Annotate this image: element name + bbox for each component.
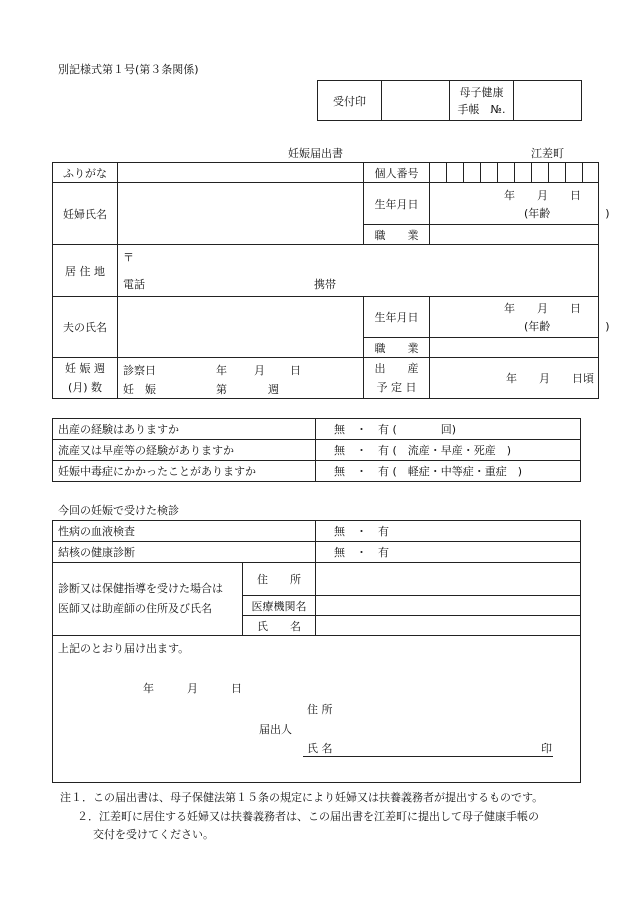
otto-shimei-field[interactable] [118, 297, 364, 358]
ninpu-birthdate-ymd: 年 月 日 [504, 189, 581, 202]
town-name: 江差町 [531, 147, 564, 160]
kojin-bango-digit[interactable] [583, 163, 599, 183]
ninshin-shusu-label [53, 358, 118, 399]
exam-label: 性病の血液検査 [53, 521, 316, 542]
ninpu-shimei-label: 妊婦氏名 [53, 183, 118, 245]
declaration-area [53, 636, 581, 783]
otto-shokugyo-field[interactable] [430, 338, 599, 358]
kojin-bango-label: 個人番号 [364, 163, 430, 183]
kojin-bango-digit[interactable] [447, 163, 464, 183]
reception-stamp-field[interactable] [382, 81, 450, 121]
otto-birthdate-ymd: 年 月 日 [504, 302, 581, 315]
doctor-info-label [53, 563, 243, 636]
note-2-line1: ２．江差町に居住する妊婦又は扶養義務者は、この届出書を江差町に提出して母子健康手帳の [77, 810, 539, 823]
ninshin-shu-label-1: 妊 娠 週 [65, 362, 105, 375]
doctor-shimei-field[interactable] [316, 616, 581, 636]
kyojuchi-field[interactable] [118, 245, 599, 297]
experience-question: 妊娠中毒症にかかったことがありますか [53, 461, 316, 482]
kojin-bango-digit[interactable] [481, 163, 498, 183]
kojin-bango-digit[interactable] [464, 163, 481, 183]
doctor-jusho-field[interactable] [316, 563, 581, 596]
otto-shokugyo-label: 職 業 [364, 338, 430, 358]
experience-answer[interactable]: 無 ・ 有 ( 流産・早産・死産 ) [316, 440, 581, 461]
kojin-bango-digit[interactable] [566, 163, 583, 183]
techo-number-field[interactable] [514, 81, 582, 121]
exam-label: 結核の健康診断 [53, 542, 316, 563]
ninpu-shokugyo-field[interactable] [430, 225, 599, 245]
denwa-label: 電話 [123, 278, 145, 291]
signature-line[interactable] [303, 756, 553, 757]
declarant-jusho-label: 住 所 [307, 703, 333, 716]
iryokikan-label: 医療機関名 [243, 596, 316, 616]
otto-age: (年齢 ) [524, 320, 610, 333]
shinsatsubi-label: 診察日 [123, 364, 156, 377]
experience-question: 流産又は早産等の経験がありますか [53, 440, 316, 461]
declarant-shimei-label: 氏 名 [307, 742, 333, 755]
declaration-text: 上記のとおり届け出ます。 [58, 642, 190, 655]
todokedenin-label: 届出人 [259, 723, 292, 736]
techo-label-line2: 手帳 №. [457, 102, 506, 116]
ninshin-shu-label-2: (月) 数 [67, 381, 103, 394]
iryokikan-field[interactable] [316, 596, 581, 616]
ninpu-seinengappi-field[interactable] [430, 183, 610, 225]
ninpu-shimei-field[interactable] [118, 183, 364, 245]
experience-table [52, 418, 581, 482]
techo-number-label [450, 81, 514, 121]
note-1: 注１．この届出書は、母子保健法第１５条の規定により妊婦又は扶養義務者が提出するものです。 [60, 791, 544, 804]
exam-answer[interactable]: 無 ・ 有 [316, 521, 581, 542]
doctor-info-line1: 診断又は保健指導を受けた場合は [58, 582, 223, 595]
page-title: 妊娠届出書 [288, 147, 343, 160]
form-identifier: 別記様式第１号(第３条関係) [58, 63, 199, 76]
experience-answer[interactable]: 無 ・ 有 ( 回) [316, 419, 581, 440]
ninpu-age: (年齢 ) [524, 207, 610, 220]
shussan-yoteibi-label [364, 358, 430, 399]
experience-question: 出産の経験はありますか [53, 419, 316, 440]
note-2-line2: 交付を受けてください。 [93, 828, 214, 841]
experience-answer[interactable]: 無 ・ 有 ( 軽症・中等症・重症 ) [316, 461, 581, 482]
otto-seinengappi-label: 生年月日 [364, 297, 430, 338]
techo-label-line1: 母子健康 [459, 85, 504, 99]
ninpu-seinengappi-label: 生年月日 [364, 183, 430, 225]
kojin-bango-digit[interactable] [532, 163, 549, 183]
ninpu-shokugyo-label: 職 業 [364, 225, 430, 245]
ninshin-label: 妊 娠 [123, 383, 156, 396]
exam-table [52, 520, 581, 783]
declaration-date[interactable]: 年 月 日 [143, 682, 242, 695]
otto-seinengappi-field[interactable] [430, 297, 610, 338]
ninshin-shusu-field[interactable] [118, 358, 364, 399]
otto-shimei-label: 夫の氏名 [53, 297, 118, 358]
reception-box [317, 80, 582, 121]
kojin-bango-digit[interactable] [515, 163, 532, 183]
exam-heading: 今回の妊娠で受けた検診 [58, 504, 179, 517]
shinsatsubi-day: 日 [290, 364, 301, 377]
shinsatsubi-month: 月 [254, 364, 265, 377]
main-form-table [52, 162, 610, 399]
shinsatsubi-year: 年 [216, 364, 227, 377]
doctor-jusho-label: 住 所 [243, 563, 316, 596]
seal-mark: 印 [541, 742, 552, 755]
furigana-label: ふりがな [53, 163, 118, 183]
dai-label: 第 [216, 383, 227, 396]
postal-mark: 〒 [123, 251, 134, 264]
doctor-info-line2: 医師又は助産師の住所及び氏名 [58, 602, 212, 615]
kojin-bango-digit[interactable] [430, 163, 447, 183]
shussan-label-1: 出 産 [374, 362, 419, 375]
shussan-yoteibi-field[interactable] [430, 358, 599, 399]
shu-label: 週 [268, 383, 279, 396]
kyojuchi-label: 居 住 地 [53, 245, 118, 297]
exam-answer[interactable]: 無 ・ 有 [316, 542, 581, 563]
shussan-label-2: 予 定 日 [376, 381, 417, 394]
keitai-label: 携帯 [314, 278, 336, 291]
furigana-field[interactable] [118, 163, 364, 183]
doctor-shimei-label: 氏 名 [243, 616, 316, 636]
reception-stamp-label: 受付印 [318, 81, 382, 121]
due-date-text: 年 月 日頃 [506, 372, 594, 385]
kojin-bango-digit[interactable] [549, 163, 566, 183]
kojin-bango-digit[interactable] [498, 163, 515, 183]
